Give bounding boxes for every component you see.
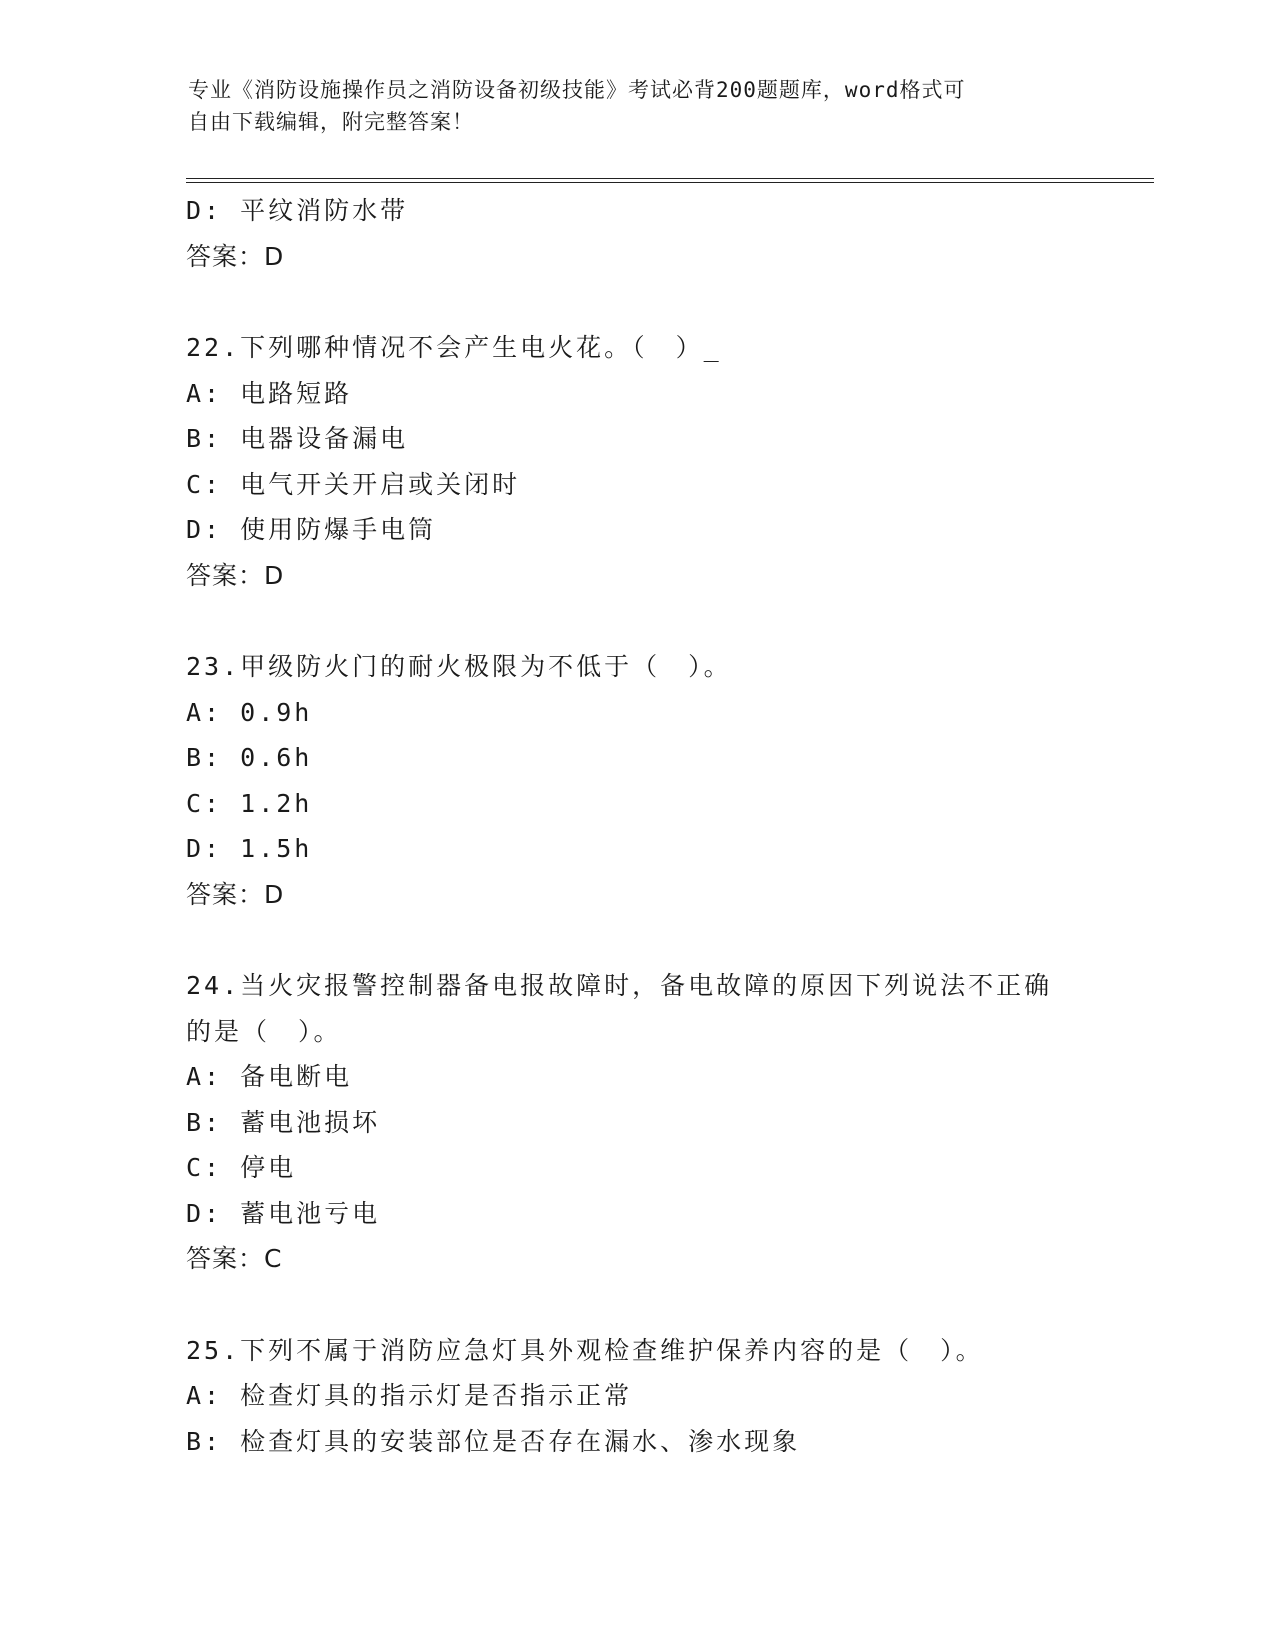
question-line: 24.当火灾报警控制器备电报故障时，备电故障的原因下列说法不正确 — [186, 971, 1053, 1000]
option-line: B: 检查灯具的安装部位是否存在漏水、渗水现象 — [186, 1426, 801, 1456]
question-list — [186, 188, 1086, 1464]
question-line: 的是（ ）。 — [186, 1016, 342, 1046]
answer-line: 答案：C — [186, 1244, 283, 1273]
question-line: 23.甲级防火门的耐火极限为不低于（ ）。 — [186, 652, 732, 681]
answer-line: 答案：D — [186, 241, 285, 271]
option-line: D: 1.5h — [186, 834, 313, 863]
spacer — [186, 598, 1086, 644]
header-line-2: 自由下载编辑，附完整答案！ — [188, 110, 474, 134]
header-divider-top — [186, 178, 1154, 179]
option-line: B: 0.6h — [186, 743, 313, 772]
option-line: D: 平纹消防水带 — [186, 196, 409, 225]
answer-line: 答案：D — [186, 879, 285, 909]
option-line: C: 停电 — [186, 1153, 297, 1182]
spacer — [186, 917, 1086, 963]
header-divider-bottom — [186, 182, 1154, 183]
option-line: A: 备电断电 — [186, 1062, 353, 1091]
document-header — [188, 74, 1068, 138]
question-line: 25.下列不属于消防应急灯具外观检查维护保养内容的是（ ）。 — [186, 1335, 984, 1365]
spacer — [186, 279, 1086, 325]
answer-line: 答案：D — [186, 560, 285, 590]
option-line: A: 检查灯具的指示灯是否指示正常 — [186, 1381, 633, 1410]
option-line: A: 0.9h — [186, 697, 313, 727]
spacer — [186, 1282, 1086, 1328]
header-line-1: 专业《消防设施操作员之消防设备初级技能》考试必背200题题库，word格式可 — [188, 78, 966, 102]
option-line: C: 1.2h — [186, 788, 313, 818]
option-line: B: 电器设备漏电 — [186, 424, 409, 453]
option-line: D: 蓄电池亏电 — [186, 1198, 381, 1228]
option-line: A: 电路短路 — [186, 378, 353, 408]
question-line: 22.下列哪种情况不会产生电火花。（ ）_ — [186, 333, 722, 362]
option-line: B: 蓄电池损坏 — [186, 1107, 381, 1137]
option-line: C: 电气开关开启或关闭时 — [186, 469, 521, 499]
option-line: D: 使用防爆手电筒 — [186, 515, 437, 544]
